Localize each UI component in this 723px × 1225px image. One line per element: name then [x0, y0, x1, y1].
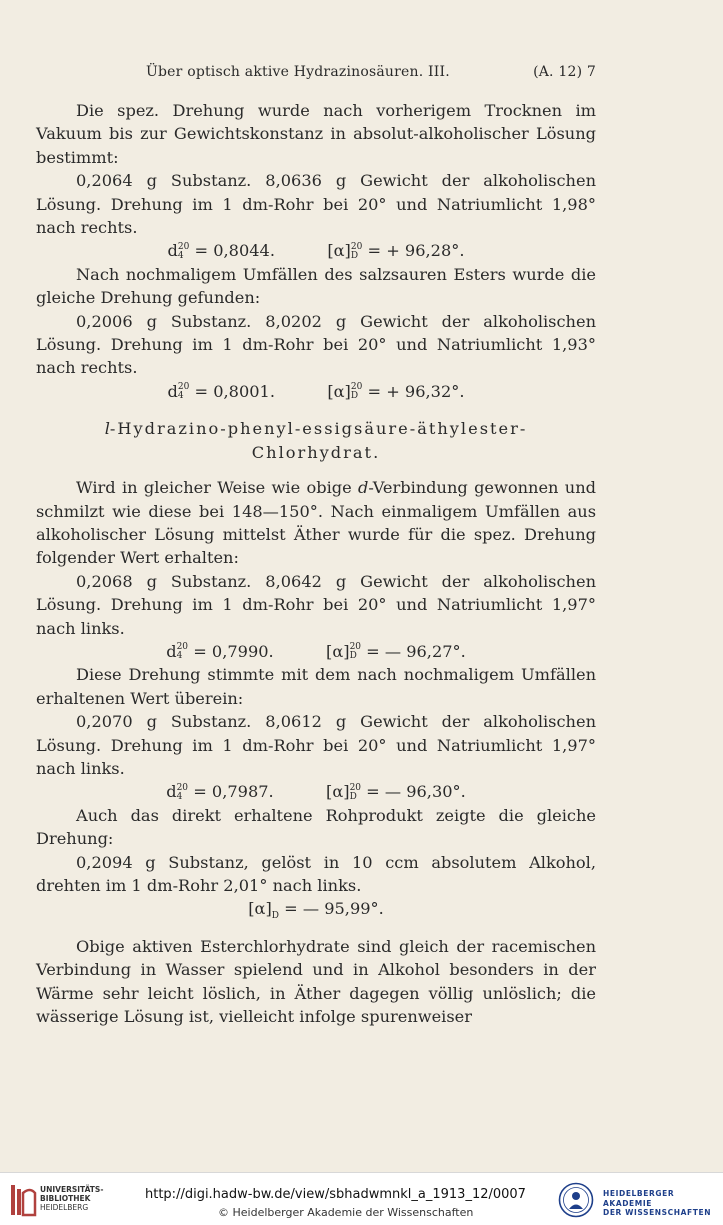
formula-line [36, 897, 596, 929]
paragraph: Nach nochmaligem Umfällen des salzsauren Esters wurde die gleiche Drehung gefunden: [36, 264, 596, 308]
measurement-paragraph: 0,2064 g Substanz. 8,0636 g Gewicht der alkoholischen Lösung. Drehung im 1 dm-Rohr bei 20° und Natriumlicht 1,98° nach rechts. [36, 171, 596, 238]
measurement-paragraph: 0,2068 g Substanz. 8,0642 g Gewicht der alkoholischen Lösung. Drehung im 1 dm-Rohr bei 20° und Natriumlicht 1,97° nach links. [36, 571, 596, 638]
density-value: = 0,8044. [194, 241, 275, 261]
rotation-value: = — 96,27°. [366, 641, 466, 661]
heading-prefix: l [104, 419, 110, 439]
paragraph: Diese Drehung stimmte mit dem nach nochmaligem Umfällen erhaltenen Wert überein: [36, 665, 596, 708]
density-value: = 0,7987. [193, 782, 274, 802]
formula-line: d20 4 = 0,8044. [α]20 D = + 96,28°. [167, 241, 465, 261]
formula-line: d20 4 = 0,8001. [α]20 D = + 96,32°. [167, 381, 465, 402]
academy-name: HEIDELBERGER AKADEMIE DER WISSENSCHAFTEN [603, 1189, 712, 1217]
density-symbol: d [167, 381, 178, 401]
paragraph: Wird in gleicher Weise wie obige d-Verbindung gewonnen und schmilzt wie diese bei 148—150°. Nach einmaligem Umfällen aus alkoholischer Lösung mittelst Äther wurde für die spez. Drehung folgender Wert erhalten: [36, 478, 596, 568]
formula-line: d20 4 = 0,7987. [α]20 D = — 96,30°. [166, 782, 466, 802]
measurement-paragraph: 0,2006 g Substanz. 8,0202 g Gewicht der alkoholischen Lösung. Drehung im 1 dm-Rohr bei 20° und Natriumlicht 1,93° nach rechts. [36, 311, 596, 378]
paragraph: Auch das direkt erhaltene Rohprodukt zeigte die gleiche Drehung: [36, 805, 596, 849]
density-value: = 0,7990. [193, 641, 274, 661]
alpha-symbol: [α] [326, 641, 350, 661]
rotation-value: = + 96,28°. [367, 241, 465, 261]
running-header [36, 64, 596, 86]
rotation-value: = — 96,30°. [366, 782, 466, 802]
rotation-value: = + 96,32°. [367, 381, 465, 401]
alpha-symbol: [α] [326, 782, 350, 802]
alpha-symbol: [α] [327, 241, 351, 261]
permalink-url[interactable]: http://digi.hadw-bw.de/view/sbhadwmnkl_a_1913_12/0007 [145, 1187, 526, 1202]
academy-seal-icon [558, 1182, 594, 1218]
heading-line-2: Chlorhydrat. [251, 442, 381, 462]
paragraph: Die spez. Drehung wurde nach vorherigem Trocknen im Vakuum bis zur Gewichtskonstanz in absolut-alkoholischer Lösung bestimmt: [36, 101, 596, 167]
running-title: Über optisch aktive Hydrazinosäuren. III. [146, 64, 450, 80]
formula-line: d20 4 = 0,7990. [α]20 D = — 96,27°. [166, 641, 466, 662]
rotation-value: = — 95,99°. [284, 899, 384, 919]
page-reference: (A. 12) 7 [533, 64, 596, 80]
copyright-notice: © Heidelberger Akademie der Wissenschaften [218, 1206, 474, 1219]
alpha-symbol: [α] [248, 899, 272, 919]
heading-line-1: -Hydrazino-phenyl-essigsäure-äthylester- [109, 419, 528, 439]
density-symbol: d [166, 782, 177, 802]
paragraph: Obige aktiven Esterchlorhydrate sind gleich der racemischen Verbindung in Wasser spielend und in Alkohol besonders in der Wärme sehr leicht löslich, in Äther dagegen völlig unlöslich; die wässerige Lösung ist, vielleicht infolge spurenweiser [36, 937, 596, 1027]
measurement-paragraph: 0,2094 g Substanz, gelöst in 10 ccm absolutem Alkohol, drehten im 1 dm-Rohr 2,01° nach links. [36, 852, 596, 895]
section-heading [36, 417, 596, 464]
digitization-footer [0, 1172, 723, 1225]
measurement-paragraph: 0,2070 g Substanz. 8,0612 g Gewicht der alkoholischen Lösung. Drehung im 1 dm-Rohr bei 20° und Natriumlicht 1,97° nach links. [36, 712, 596, 778]
density-symbol: d [166, 641, 177, 661]
density-value: = 0,8001. [194, 381, 275, 401]
alpha-symbol: [α] [327, 381, 351, 401]
university-library-logo-icon [8, 1183, 38, 1217]
university-library-name: UNIVERSITÄTS- BIBLIOTHEK HEIDELBERG [40, 1185, 104, 1212]
alpha-subscript: D [271, 911, 279, 922]
density-symbol: d [167, 241, 178, 261]
article-body [36, 99, 596, 1029]
